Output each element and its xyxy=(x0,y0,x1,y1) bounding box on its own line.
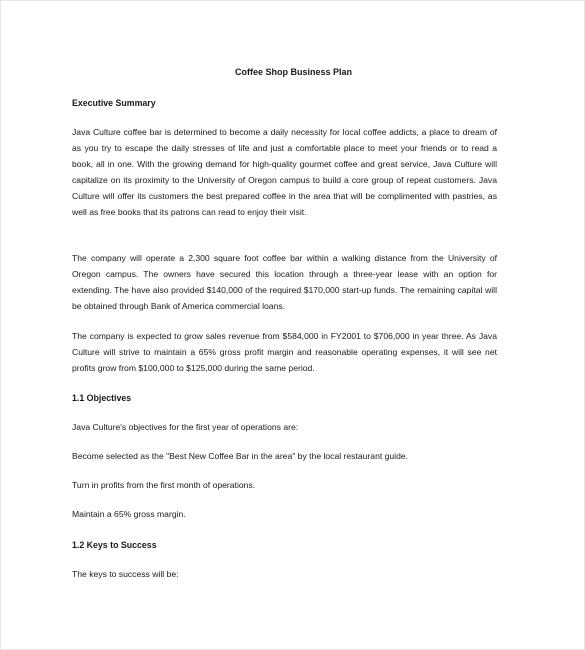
executive-summary-paragraph-1: Java Culture coffee bar is determined to become a daily necessity for local coffee addicts, a place to dream of as you try to escape the daily stresses of life and just a comfortable place to meet your friends or to read a book, all in one. With the growing demand for high-quality gourmet coffee and great service, Java Culture will capitalize on its proximity to the University of Oregon campus to build a core group of repeat customers. Java Culture will offer its customers the best prepared coffee in the area that will be complimented with pastries, as well as free books that its patrons can read to enjoy their visit. xyxy=(72,127,497,217)
executive-summary-paragraph-2: The company will operate a 2,300 square foot coffee bar within a walking distance from the University of Oregon campus. The owners have secured this location through a three-year lease with an option for extending. The have also provided $140,000 of the required $170,000 start-up funds. The remaining capital will be obtained through Bank of America commercial loans. xyxy=(72,253,497,311)
keys-to-success-heading: 1.2 Keys to Success xyxy=(72,540,157,550)
objectives-heading: 1.1 Objectives xyxy=(72,393,132,403)
objective-item-2: Turn in profits from the first month of operations. xyxy=(72,480,256,490)
objective-item-1: Become selected as the "Best New Coffee Bar in the area" by the local restaurant guide. xyxy=(72,451,409,461)
objective-item-3: Maintain a 65% gross margin. xyxy=(72,509,186,519)
executive-summary-paragraph-3: The company is expected to grow sales revenue from $584,000 in FY2001 to $706,000 in year three. As Java Culture will strive to maintain a 65% gross profit margin and reasonable operating expenses, it will see net profits grow from $100,000 to $125,000 during the same period. xyxy=(72,331,497,373)
keys-to-success-intro: The keys to success will be: xyxy=(72,569,179,579)
document-title: Coffee Shop Business Plan xyxy=(234,67,353,77)
objectives-intro: Java Culture's objectives for the first year of operations are: xyxy=(72,422,299,432)
executive-summary-heading: Executive Summary xyxy=(72,98,156,108)
